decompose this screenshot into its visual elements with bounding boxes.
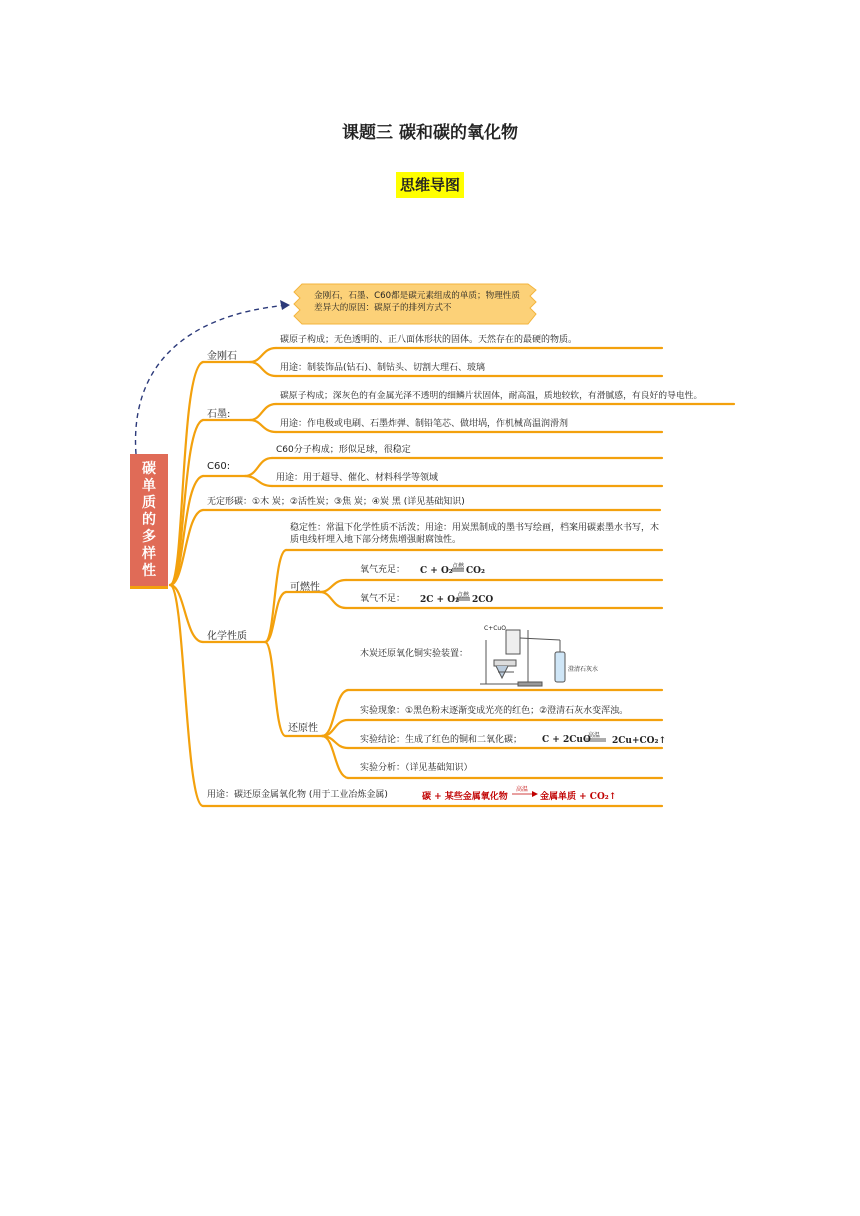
usage-text: 用途：碳还原金属氧化物 (用于工业冶炼金属) xyxy=(207,790,388,800)
limewater-label: 澄清石灰水 xyxy=(568,666,599,673)
apparatus-text: 木炭还原氧化铜实验装置： xyxy=(360,649,469,659)
eq-sufficient-left: C + O₂ xyxy=(420,566,453,576)
eq-insufficient-left: 2C + O₂ xyxy=(420,595,460,605)
diamond-structure: 碳原子构成；无色透明的、正八面体形状的固体。天然存在的最硬的物质。 xyxy=(280,335,578,345)
phenomenon-text: 实验现象：①黑色粉末逐渐变成光亮的红色；②澄清石灰水变浑浊。 xyxy=(360,706,629,716)
note-box xyxy=(290,282,538,324)
analysis-text: 实验分析：（详见基础知识） xyxy=(360,763,473,773)
note-text: 金刚石，石墨、C60都是碳元素组成的单质；物理性质差异大的原因：碳原子的排列方式不 xyxy=(314,291,520,313)
amorphous-carbon: 无定形碳：①木 炭；②活性炭；③焦 炭；④炭 黑 (详见基础知识) xyxy=(207,497,465,507)
stability-text: 稳定性：常温下化学性质不活泼；用途：用炭黑制成的墨书写绘画，档案用碳素墨水书写，木质电线杆埋入地下部分烤焦增强耐腐蚀性。 xyxy=(290,523,660,545)
diamond-label: 金刚石 xyxy=(207,351,237,362)
c60-label: C60: xyxy=(207,461,231,472)
graphite-structure: 碳原子构成；深灰色的有金属光泽不透明的细鳞片状固体，耐高温，质地较软，有滑腻感，有良好的导电性。 xyxy=(280,391,703,401)
eq-sufficient-cond: 点燃 xyxy=(452,563,465,570)
c60-usage: 用途：用于超导、催化、材料科学等领域 xyxy=(276,473,439,483)
conclusion-text: 实验结论：生成了红色的铜和二氧化碳； xyxy=(360,735,523,745)
oxygen-insufficient: 氧气不足： xyxy=(360,594,406,604)
oxygen-sufficient: 氧气充足： xyxy=(360,565,406,575)
apparatus-tag: C+CuO xyxy=(484,625,506,632)
eq-conclusion-cond: 高温 xyxy=(588,732,601,739)
root-node xyxy=(130,454,168,589)
page-title: 课题三 碳和碳的氧化物 xyxy=(342,123,518,143)
graphite-label: 石墨: xyxy=(207,409,231,420)
combustion-label: 可燃性 xyxy=(290,582,320,593)
eq-insufficient-right: 2CO xyxy=(472,595,494,605)
usage-eq-cond: 高温 xyxy=(516,786,529,793)
apparatus-illustration xyxy=(480,630,565,686)
mindmap-heading: 思维导图 xyxy=(396,172,464,198)
eq-conclusion-left: C + 2CuO xyxy=(542,735,591,745)
eq-conclusion-right: 2Cu+CO₂↑ xyxy=(612,736,666,746)
usage-eq-right: 金属单质 + CO₂↑ xyxy=(540,792,617,802)
eq-insufficient-cond: 点燃 xyxy=(457,592,470,599)
chemical-label: 化学性质 xyxy=(207,631,247,642)
eq-sufficient-right: CO₂ xyxy=(466,566,485,576)
reduction-label: 还原性 xyxy=(288,723,318,734)
graphite-usage: 用途：作电极或电刷、石墨炸弹、制铅笔芯、做坩埚，作机械高温润滑剂 xyxy=(280,419,569,429)
root-label: 碳单质的多样性 xyxy=(142,460,156,579)
diamond-usage: 用途：制装饰品(钻石)、制钻头、切割大理石、玻璃 xyxy=(280,363,486,373)
c60-structure: C60分子构成；形似足球，很稳定 xyxy=(276,445,411,455)
usage-eq-left: 碳 + 某些金属氧化物 xyxy=(422,792,508,802)
